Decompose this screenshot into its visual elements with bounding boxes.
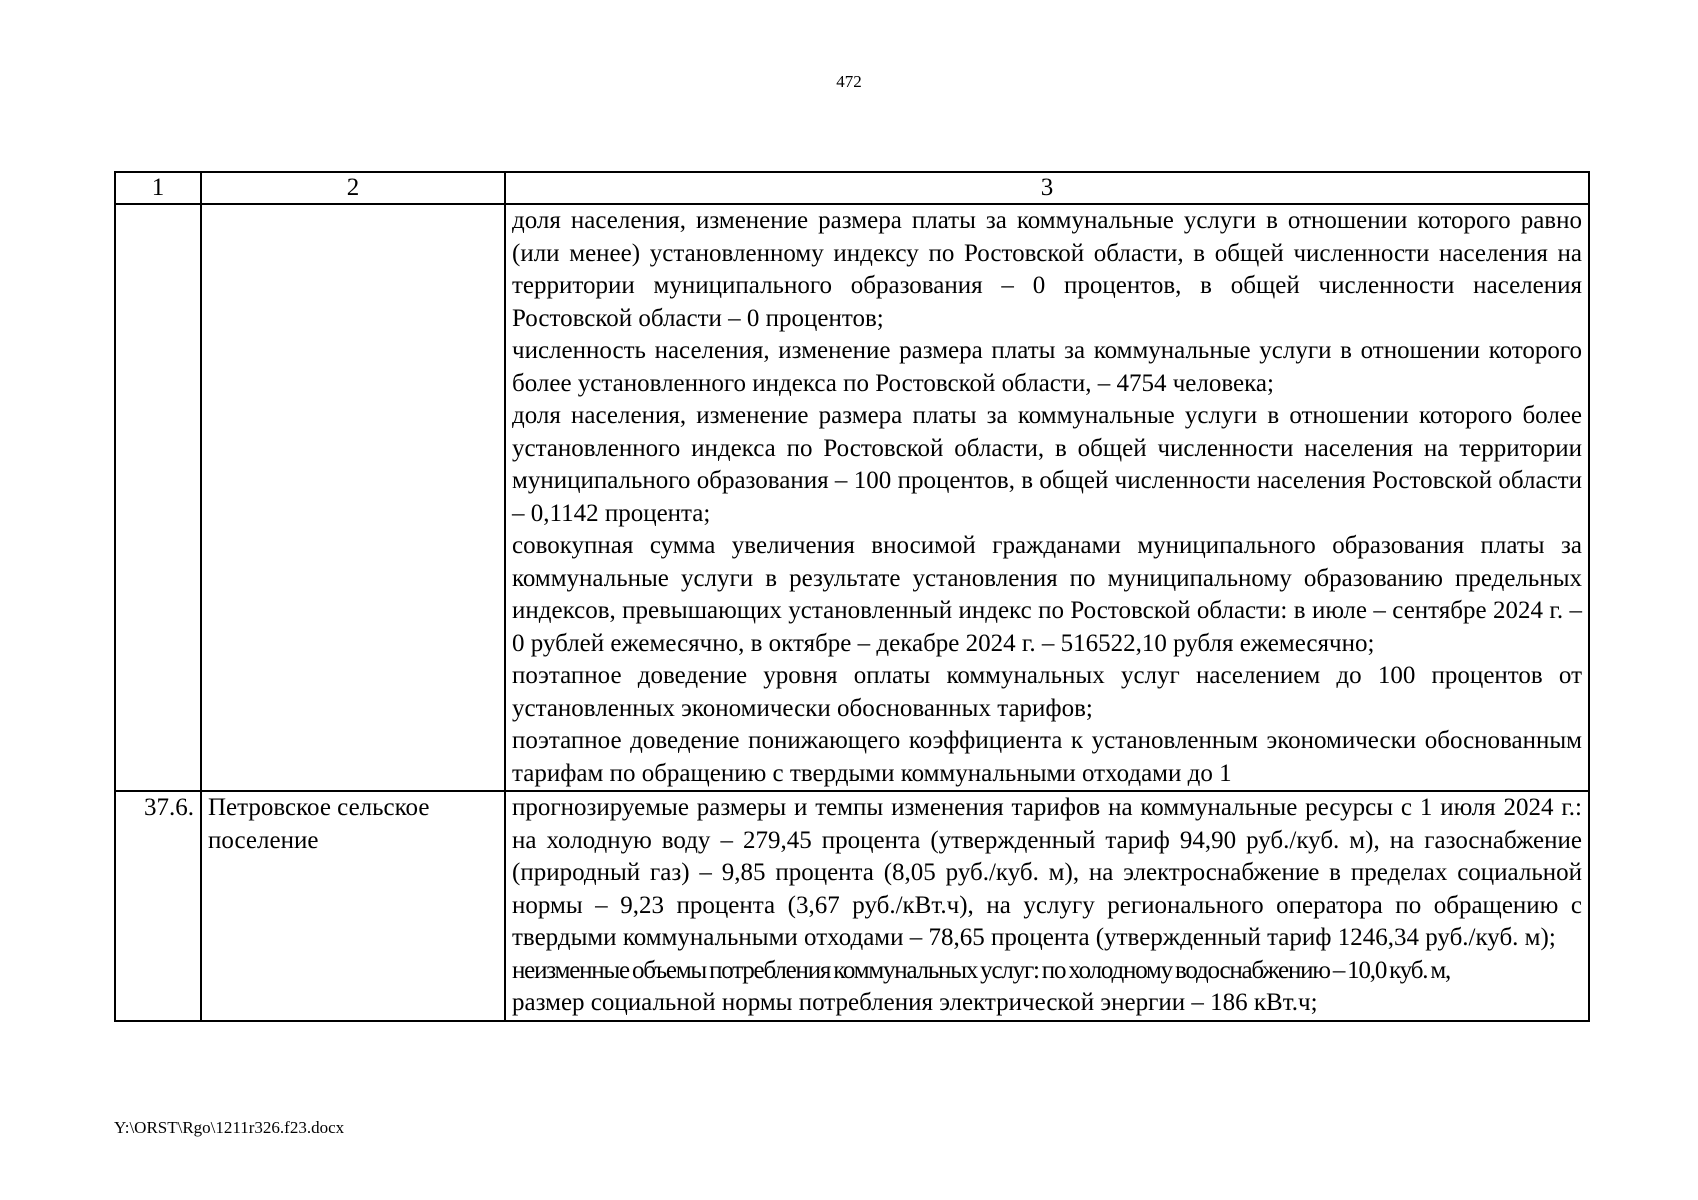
paragraph-payment-level: поэтапное доведение уровня оплаты коммунальных услуг населением до 100 процентов от установленных экономически обоснованных тарифов; (512, 662, 1582, 722)
column-header-3: 3 (505, 172, 1589, 204)
paragraph-consumption-volumes: неизменные объемы потребления коммунальных услуг: по холодному водоснабжению – 10,0 куб. м, (512, 956, 1451, 984)
paragraph-reduction-coefficient: поэтапное доведение понижающего коэффициента к установленным экономически обоснованным тарифам по обращению с твердыми коммунальными отходами до 1 (512, 727, 1582, 787)
row-name-cell (201, 204, 505, 791)
row-description-cell (505, 791, 1589, 1021)
document-table (114, 171, 1590, 1022)
paragraph-social-norm: размер социальной нормы потребления электрической энергии – 186 кВт.ч; (512, 989, 1318, 1016)
row-name-cell: Петровское сельское поселение (201, 791, 505, 1021)
table-row-continuation (115, 204, 1589, 791)
paragraph-population-share-above: доля населения, изменение размера платы за коммунальные услуги в отношении которого более установленного индекса по Ростовской области, в общей численности населения на территории муниципального образования – 100 процентов, в общей численности населения Ростовской области – 0,1142 процента; (512, 402, 1582, 527)
column-header-2: 2 (201, 172, 505, 204)
row-description-cell (505, 204, 1589, 791)
column-header-1: 1 (115, 172, 201, 204)
paragraph-forecast-tariffs: прогнозируемые размеры и темпы изменения тарифов на коммунальные ресурсы с 1 июля 2024 г.: на холодную воду – 279,45 процента (утвержденный тариф 94,90 руб./куб. м), на газоснабжение (природный газ) – 9,85 процента (8,05 руб./куб. м), на электроснабжение в пределах социальной нормы – 9,23 процента (3,67 руб./кВт.ч), на услугу регионального оператора по обращению с твердыми коммунальными отходами – 78,65 процента (утвержденный тариф 1246,34 руб./куб. м); (512, 794, 1582, 951)
page-number: 472 (836, 72, 862, 91)
table-row-37-6 (115, 791, 1589, 1021)
row-number-cell (115, 204, 201, 791)
paragraph-total-increase: совокупная сумма увеличения вносимой гражданами муниципального образования платы за коммунальные услуги в результате установления по муниципальному образованию предельных индексов, превышающих установленный индекс по Ростовской области: в июле – сентябре 2024 г. – 0 рублей ежемесячно, в октябре – декабре 2024 г. – 516522,10 рубля ежемесячно; (512, 532, 1582, 657)
table-header-row (115, 172, 1589, 204)
footer-file-path: Y:\ORST\Rgo\1211r326.f23.docx (114, 1118, 345, 1137)
paragraph-population-count-above: численность населения, изменение размера платы за коммунальные услуги в отношении которого более установленного индекса по Ростовской области, – 4754 человека; (512, 337, 1582, 397)
row-number-cell: 37.6. (115, 791, 201, 1021)
paragraph-population-share-equal: доля населения, изменение размера платы за коммунальные услуги в отношении которого равно (или менее) установленному индексу по Ростовской области, в общей численности населения на территории муниципального образования – 0 процентов, в общей численности населения Ростовской области – 0 процентов; (512, 207, 1582, 332)
